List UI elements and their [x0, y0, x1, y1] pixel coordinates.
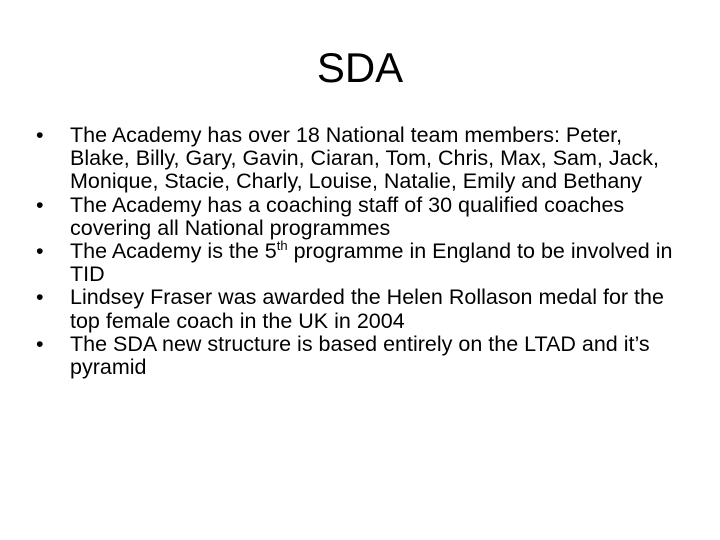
slide-title: SDA: [316, 44, 404, 91]
bullet-icon: •: [36, 239, 44, 264]
bullet-icon: •: [36, 192, 44, 217]
bullet-item: [36, 194, 676, 240]
bullet-icon: •: [36, 285, 44, 310]
bullet-text: The Academy has over 18 National team members: Peter, Blake, Billy, Gary, Gavin, Ciaran, Tom, Chris, Max, Sam, Jack, Monique, Stacie, Charly, Louise, Natalie, Emily and Bethany: [70, 123, 660, 194]
ordinal-superscript: th: [276, 238, 288, 254]
bullet-list: [36, 124, 676, 379]
bullet-item: [36, 333, 676, 379]
bullet-text: [70, 239, 672, 286]
bullet-icon: •: [36, 331, 44, 356]
bullet-text-part: The Academy is the 5: [70, 239, 277, 264]
bullet-item: [36, 124, 676, 194]
bullet-text: Lindsey Fraser was awarded the Helen Rollason medal for the top female coach in the UK in 2004: [70, 285, 664, 333]
bullet-item: [36, 240, 676, 286]
bullet-text: The SDA new structure is based entirely on the LTAD and it’s pyramid: [70, 331, 650, 380]
bullet-text: The Academy has a coaching staff of 30 qualified coaches covering all National programmes: [70, 192, 625, 240]
bullet-icon: •: [36, 123, 44, 147]
bullet-text-part: programme in England to be involved in TID: [70, 239, 673, 287]
bullet-item: [36, 286, 676, 332]
